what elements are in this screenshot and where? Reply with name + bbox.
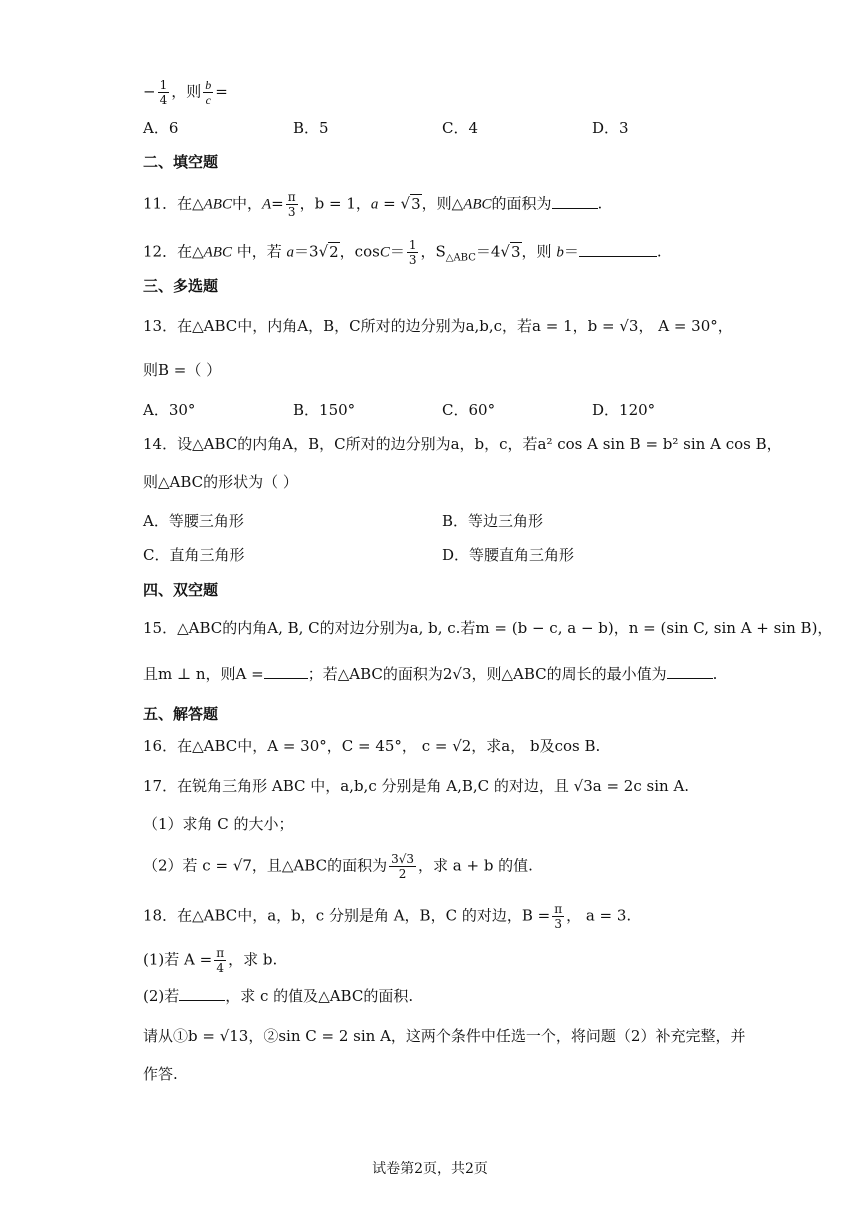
fraction-b-over-c: $\frac{b}{c}$ [205,78,212,107]
q10-option-b: B．5 [293,119,329,137]
page-footer: 试卷第2页，共2页 [372,1161,488,1177]
question-14-line-2: 则△ABC的形状为（ ） [143,473,298,491]
answer-blank-1[interactable] [264,664,308,679]
question-14-line-1: 14．设△ABC的内角A，B，C所对的边分别为a，b，c，若a² cos A sin B = b² sin A cos B， [143,435,782,453]
question-18-instruction-2: 作答. [143,1065,178,1083]
question-12: 12．在△ABC 中，若 a＝3√2，cosC＝ $\frac{1}{3}$ ，$S_{\triangle ABC}=4√3$，则 b＝ . [143,238,662,267]
q10-option-a: A．6 [143,119,179,137]
fraction-area: $\frac{3√3}{2}$ [391,852,414,881]
q14-option-b: B．等边三角形 [442,512,544,530]
q10-option-d: D．3 [592,119,629,137]
question-17-part-1: （1）求角 C 的大小； [143,815,294,833]
answer-blank[interactable] [579,242,657,257]
q14-option-d: D．等腰直角三角形 [442,546,575,564]
question-15-line-2: 且m ⊥ n，则A = ；若△ABC的面积为2√3，则△ABC的周长的最小值为 . [143,665,718,683]
question-13-line-2: 则B =（ ） [143,361,222,379]
q13-option-b: B．150° [293,401,356,419]
q13-option-c: C．60° [442,401,496,419]
q13-option-a: A．30° [143,401,196,419]
answer-blank[interactable] [179,986,225,1001]
question-16: 16．在△ABC中，A = 30°，C = 45°， c = √2，求a， b及cos B. [143,737,601,755]
section-fill-in-heading: 二、填空题 [143,153,219,171]
section-double-blank-heading: 四、双空题 [143,581,219,599]
question-13-line-1: 13．在△ABC中，内角A，B，C所对的边分别为a,b,c，若a = 1，b = √3， A = 30°， [143,317,733,335]
answer-blank[interactable] [552,194,598,209]
fraction-one-third: $\frac{1}{3}$ [408,238,417,267]
fraction-pi-over-3: $\frac{\pi}{3}$ [287,190,296,219]
fraction-one-quarter: $\frac{1}{4}$ [159,78,168,107]
q10-option-c: C．4 [442,119,479,137]
question-18-instruction-1: 请从①b = √13，②sin C = 2 sin A，这两个条件中任选一个，将问题（2）补充完整，并 [143,1027,746,1045]
q14-option-a: A．等腰三角形 [143,512,244,530]
question-15-line-1: 15．△ABC的内角A, B, C的对边分别为a, b, c.若m = (b − c, a − b)，n = (sin C, sin A + sin B)， [143,619,833,637]
section-answer-heading: 五、解答题 [143,705,219,723]
question-11: 11．在△ABC中，A= $\frac{\pi}{3}$ ，b = 1，a = √3，则△ABC的面积为 . [143,190,603,219]
question-17-part-2: （2）若 c = √7，且△ABC的面积为 $\frac{3√3}{2}$ ，求 a + b 的值. [143,852,533,881]
q13-option-d: D．120° [592,401,656,419]
section-multi-choice-heading: 三、多选题 [143,277,219,295]
q14-option-c: C．直角三角形 [143,546,245,564]
q10-fragment: − $\frac{1}{4}$ ，则 $\frac{b}{c}$ = [143,78,228,107]
question-18-part-2: (2)若 ，求 c 的值及△ABC的面积. [143,987,414,1005]
fraction-pi-over-3: $\frac{\pi}{3}$ [554,902,563,931]
answer-blank-2[interactable] [667,664,713,679]
question-18-line-1: 18．在△ABC中，a，b，c 分别是角 A，B，C 的对边，B = $\frac{\pi}{3}$ ， a = 3. [143,902,632,931]
question-18-part-1: (1)若 A = $\frac{\pi}{4}$ ，求 b. [143,946,278,975]
question-17-line-1: 17．在锐角三角形 ABC 中，a,b,c 分别是角 A,B,C 的对边，且 √3a = 2c sin A. [143,777,690,795]
fraction-pi-over-4: $\frac{\pi}{4}$ [216,946,225,975]
